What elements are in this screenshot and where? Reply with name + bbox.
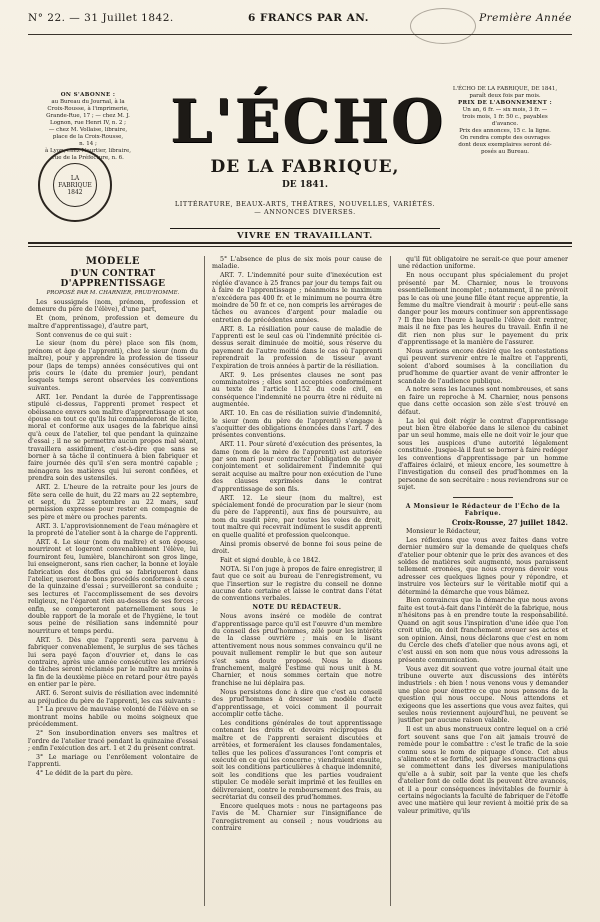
paragraph: 5° L'absence de plus de six mois pour cause de maladie. xyxy=(212,256,382,271)
article-subheading: D'UN CONTRAT D'APPRENTISSAGE xyxy=(60,268,166,289)
motto: VIVRE EN TRAVAILLANT. xyxy=(170,228,440,244)
letter-date: Croix-Rousse, 27 juillet 1842. xyxy=(451,517,568,527)
paragraph: ART. 2. L'heure de la retraite pour les jours de fête sera celle de huit, du 22 mars au 22 septembre, et sept, du 22 septembre au 22 mars, sauf permission expresse pour rester en compagnie de ses père et mère ou proches parents. xyxy=(28,484,198,521)
paragraph: Les conditions générales de tout apprentissage contenant les droits et devoirs réciproques du maître et de l'apprenti seraient discutées et arrêtées, et formeraient les clauses fondamentales, telles que les polices d'assurances l'ont compris et exécuté en ce qui les concerne ; viendraient ensuite, soit les conditions particulières à chaque indemnité, soit les conditions que les parties voudraient stipuler. Ce modèle serait imprimé et les feuilles en délivreraient, contre le remboursement des frais, au secrétariat du conseil des prud'hommes. xyxy=(212,719,382,801)
article-byline: PROPOSÉ PAR M. CHARNIER, PRUD'HOMME. xyxy=(46,290,180,296)
info-line: dont deux exemplaires seront dé- xyxy=(458,142,552,148)
section-divider xyxy=(453,497,513,498)
paragraph: ART. 12. Le sieur (nom du maître), est spécialement fondé de procuration par le sieur (nom du père de l'apprenti), aux fins de poursuivre, au nom du susdit père, par toutes les voies de droit, tout maître qui recevrait indûment le susdit apprenti en quelle qualité et profession quelconque. xyxy=(212,494,382,539)
paragraph: Il est un abus monstrueux contre lequel on a crié fort souvent sans que l'on ait jamais trouvé de remède pour le combattre : c'est le trafic de la soie connu sous le nom de piquage d'once. Cet abus s'alimente et se fortifie, soit par les soustractions qui se commettent dans les diverses manipulations qu'elle a à subir, soit par la vente que les chefs d'atelier font de celle dont ils peuvent être avancés, et il a pour conséquences inévitables de fournir à certains négociants la faculté de fabriquer de l'étoffe avec une matière qui leur revient à moitié prix de sa valeur primitive, qu'ils xyxy=(398,726,568,815)
paragraph: Fait et signé double, à ce 1842. xyxy=(220,556,321,564)
info-line: PRIX DE L'ABONNEMENT : xyxy=(457,100,553,106)
column-3 xyxy=(398,256,568,906)
column-divider xyxy=(204,256,205,906)
letter-salutation: Monsieur le Rédacteur, xyxy=(406,527,481,535)
subscription-heading: ON S'ABONNE : xyxy=(60,92,116,98)
info-line: paraît deux fois par mois. xyxy=(469,93,541,99)
letter-title: A Monsieur le Rédacteur de l'Écho de la Fabrique. xyxy=(405,502,561,517)
top-line xyxy=(28,12,572,30)
seal-text: LA FABRIQUE 1842 xyxy=(58,174,92,196)
issue-number: N° 22. — 31 Juillet 1842. xyxy=(28,12,174,24)
paragraph: ART. 6. Seront suivis de résiliation avec indemnité au préjudice du père de l'apprenti, les cas suivants : xyxy=(28,690,198,705)
paragraph: 4° Le dédit de la part du père. xyxy=(36,770,133,778)
masthead xyxy=(170,87,445,244)
newspaper-title: L'ÉCHO xyxy=(170,87,445,157)
seal-center xyxy=(53,163,97,207)
founded-year: DE 1841. xyxy=(282,180,328,190)
subscription-line: au Bureau du Journal, à la xyxy=(51,99,125,105)
info-line: Un an, 6 fr. — six mois, 3 fr. — xyxy=(462,107,548,113)
subscription-line: Grande-Rue, 17 ; — chez M. J. xyxy=(46,113,130,119)
paragraph: Le sieur (nom du père) place son fils (nom, prénom et âge de l'apprenti), chez le sieur (nom du maître), pour y apprendre la profession de tisseur pour (laps de temps) années consécutives qui ont pris cours le (date du premier jour), pendant lesquels temps seront observées les conventions suivantes. xyxy=(28,340,198,392)
paragraph: Encore quelques mots : nous ne partageons pas l'avis de M. Charnier sur l'insignifiance de l'enregistrement au conseil ; nous voudrions au contraire xyxy=(212,802,382,833)
article-heading: MODÈLE xyxy=(85,256,141,267)
paragraph: 2° Son insubordination envers ses maîtres et l'ordre de l'atelier tracé pendant la quinzaine d'essai ; enfin l'exécution des art. 1 et 2 du présent contrat. xyxy=(28,730,198,752)
subscription-line: place de la Croix-Rousse, xyxy=(52,134,124,140)
masthead-rule-thin xyxy=(28,246,572,247)
paragraph: ART. 9. Les présentes clauses ne sont pas comminatoires ; elles sont acceptées conformément au texte de l'article 1152 du code civil, en conséquence l'indemnité ne pourra être ni réduite ni augmentée. xyxy=(212,371,382,409)
paragraph: Ainsi promis observé de bonne foi sous peine de droit. xyxy=(212,540,382,555)
info-line: L'ÉCHO DE LA FABRIQUE, DE 1841, xyxy=(452,86,558,92)
column-divider xyxy=(390,256,391,906)
paragraph: A notre sens les lacunes sont nombreuses, et sans en faire un reproche à M. Charnier, nous pensons que dans cette occasion son zèle s'est trouvé en défaut. xyxy=(398,386,568,416)
newspaper-subtitle: DE LA FABRIQUE, xyxy=(210,157,400,177)
info-line: Prix des annonces, 15 c. la ligne. xyxy=(459,128,551,134)
paragraph: Vous avez dit souvent que votre journal était une tribune ouverte aux discussions des intérêts industriels : eh bien ! nous venons vous y demander une place pour émettre ce que nous pensons de la question qui nous occupe. Nous attendons et exigeons que les assertions que vous avez faites, qui seules nous reviennent aujourd'hui, ne peuvent se justifier par aucune raison valable. xyxy=(398,665,568,725)
subscription-line: à Lyon, chez Nourtier, libraire, xyxy=(45,148,131,154)
info-line: d'avance. xyxy=(491,121,519,127)
paragraph: La loi qui doit régir le contrat d'apprentissage peut bien être élaborée dans le silence du cabinet par un seul homme, mais elle ne doit voir le jour que sous les auspices d'une autorité légalement constituée. Jusque-là il faut se borner à faire redéger les conventions d'apprentissage par un homme d'affaires éclairé, et mieux encore, les soumettre à l'investigation du conseil des prud'hommes en la personne de son secrétaire : nous reviendrons sur ce sujet. xyxy=(398,417,568,492)
paragraph: Et (nom, prénom, profession et demeure du maître d'apprentissage), d'autre part, xyxy=(28,315,198,330)
subscription-line: Lognon, rue Henri IV, n. 2 ; xyxy=(49,120,127,126)
info-line: trois mois, 1 fr. 50 c., payables xyxy=(462,114,548,120)
content-band: LITTÉRATURE, BEAUX-ARTS, THÉÂTRES, NOUVELLES, VARIÉTÉS. — ANNONCES DIVERSES. xyxy=(174,200,436,216)
column-1 xyxy=(28,256,198,906)
subscription-line: Croix-Rousse, à l'imprimerie, xyxy=(47,106,129,112)
paragraph: ART. 10. En cas de résiliation suivie d'indemnité, le sieur (nom du père de l'apprenti) s'engage à s'acquitter des obligations énoncées dans l'art. 7 des présentes conventions. xyxy=(212,410,382,440)
paragraph: ART. 11. Pour sûreté d'exécution des présentes, la dame (nom de la mère de l'apprenti) est autorisée par son mari pour contracter l'obligation de payer conjointement et solidairement l'indemnité qui serait acquise au maître pour non exécution de l'une des clauses exprimées dans le contrat d'apprentissage de son fils. xyxy=(212,441,382,493)
info-line: posés au Bureau. xyxy=(480,149,530,155)
paragraph: Nous avons inséré ce modèle de contrat d'apprentissage parce qu'il est l'œuvre d'un membre du conseil des prud'hommes, zélé pour les intérêts de la classe ouvrière ; mais en le lisant attentivement nous nous sommes convaincu qu'il ne pouvait nullement remplir le but que son auteur s'est sans doute proposé. Nous le disons franchement, malgré l'estime qui nous unit à M. Charnier, et nous sommes certain que notre franchise ne lui déplaira pas. xyxy=(212,613,382,687)
masthead-rule xyxy=(28,242,572,244)
postal-stamp-icon xyxy=(410,8,476,44)
info-line: On rendra compte des ouvrages xyxy=(460,135,550,141)
paragraph: ART. 5. Dès que l'apprenti sera parvenu à fabriquer convenablement, le surplus de ses tâches lui sera payé façon d'ouvrier et, dans le cas contraire, après une année consécutive les arriérés de tâches seront réclamés par le maître au moins à la fin de la deuxième pièce en retard pour être payés en entier par le père. xyxy=(28,636,198,689)
subscription-price: 6 FRANCS PAR AN. xyxy=(248,12,369,24)
year-label: Première Année xyxy=(479,12,572,24)
paragraph: Nous persistons donc à dire que c'est au conseil des prud'hommes à dresser un modèle d'acte d'apprentissage, et voici comment il pourrait accomplir cette tâche. xyxy=(212,688,382,718)
paragraph: ART. 3. L'approvisionnement de l'eau ménagère et la propreté de l'atelier sont à la charge de l'apprenti. xyxy=(28,522,198,538)
paragraph: ART. 1er. Pendant la durée de l'apprentissage stipulé ci-dessus, l'apprenti promet respect et obéissance envers son maître d'apprentissage et son épouse en tout ce qu'ils lui commanderont de licite, moral et conforme aux usages de la fabrique ainsi qu'à ceux de l'atelier, tel que pendant la quinzaine d'essai ; il ne se permettra aucun propos mal séant, travaillera assidûment, c'est-à-dire que sans se borner à sa tâche il continuera à bien fabriquer et faire journée dès qu'il s'en sera montré capable ; ménagera les matières qui lui seront confiées, et prendra soin des ustensiles. xyxy=(28,393,198,483)
subscription-line: — chez M. Vollaise, libraire, xyxy=(48,127,128,133)
paragraph: En nous occupant plus spécialement du projet présenté par M. Charnier, nous le trouvons essentiellement incomplet ; notamment, il ne prévoit pas le cas où une jeune fille étant reçue apprentie, la femme du maître viendrait à mourir : peut-elle sans danger pour les mœurs continuer son apprentissage ? Il fixe bien l'heure à laquelle l'élève doit rentrer, mais il ne fixe pas les heures du travail. Enfin il ne dit rien non plus sur le payement du prix d'apprentissage et la manière de l'assurer. xyxy=(398,272,568,346)
paragraph: 3° Le mariage ou l'enrôlement volontaire de l'apprenti. xyxy=(28,753,198,769)
column-2 xyxy=(212,256,382,906)
paragraph: Sont convenus de ce qui suit : xyxy=(36,331,132,339)
top-rule xyxy=(28,34,572,35)
paragraph: ART. 4. Le sieur (nom du maître) et son épouse, nourriront et logeront convenablement l'élève, lui fourniront feu, lumière, blanchiront son gros linge, lui enseigneront, sans rien cacher, la bonne et loyale fabrication des étoffes qui se fabriqueront dans l'atelier, useront de bons procédés conformes à ceux de la quinzaine d'essai ; surveilleront sa conduite ; ses lectures et l'accomplissement de ses devoirs religieux, ne l'égaront rien au-dessus de ses forces ; enfin, se comporteront paternellement sous le double rapport de la morale et de l'hygiène, le tout sous peine de résiliation sans indemnité pour nourriture et temps perdu. xyxy=(28,539,198,635)
paragraph: Les soussignés (nom, prénom, profession et demeure du père de l'élève), d'une part, xyxy=(28,298,198,314)
library-seal-icon xyxy=(38,148,112,222)
paragraph: ART. 7. L'indemnité pour suite d'inexécution est réglée d'avance à 25 francs par jour du temps fait ou à faire de l'apprentissage ; néanmoins le maximum n'excédera pas 400 fr. et le minimum ne pourra être moindre de 50 fr. et ce, non compris les arrérages de tâches ou avances d'argent pour maladie ou entretien de précédentes années. xyxy=(212,272,382,324)
paragraph: Les réflexions que vous avez faites dans votre dernier numéro sur la demande de quelques chefs d'atelier pour obtenir que le prix des avances et des soldes de matières soit augmenté, nous paraissent tellement erronées, que nous croyons devoir vous adresser ces quelques lignes pour y répondre, et instruire vos lecteurs sur le véritable motif qui a déterminé la démarche que vous blâmez. xyxy=(398,536,568,596)
paragraph: NOTA. Si l'on juge à propos de faire enregistrer, il faut que ce soit au bureau de l'enregistrement, vu que l'insertion sur le registre du conseil ne donne aucune date certaine et laisse le contrat dans l'état de conventions verbales. xyxy=(212,565,382,603)
paragraph: 1° La preuve de mauvaise volonté de l'élève en se montrant moins habile ou moins soigneux que précédemment. xyxy=(28,706,198,729)
paragraph: ART. 8. La résiliation pour cause de maladie de l'apprenti est le seul cas où l'indemnité précitée ci-dessus serait diminuée de moitié, sous réserve du payement de l'autre moitié dans le cas où l'apprenti reprendrait la profession de tisseur avant l'expiration de trois années à partir de la résiliation. xyxy=(212,325,382,370)
paragraph: qu'il fût obligatoire ne serait-ce que pour amener une rédaction uniforme. xyxy=(398,256,568,271)
paragraph: Nous aurions encore désiré que les contestations qui peuvent survenir entre le maître et l'apprenti, soient d'abord soumises à la conciliation du prud'homme de quartier avant de venir affronter le scandale de l'audience publique. xyxy=(398,347,568,385)
subscription-line: n. 14 ; xyxy=(79,141,97,147)
subscription-line: rue de la Préfecture, n. 6. xyxy=(52,155,124,161)
editor-note-label: NOTE DU RÉDACTEUR. xyxy=(252,604,342,612)
subscription-info-right xyxy=(440,86,570,156)
paragraph: Bien convaincus que la démarche que nous avons faite est tout-à-fait dans l'intérêt de la fabrique, nous n'hésitons pas à en prendre toute la responsabilité. Quand on agit sous l'inspiration d'une idée que l'on croit utile, on doit franchement avouer ses actes et son opinion. Ainsi, nous déclarons que c'est en nom du Cercle des chefs d'atelier que nous avons agi, et c'est aussi en son nom que nous vous adressons la présente communication. xyxy=(398,597,568,664)
